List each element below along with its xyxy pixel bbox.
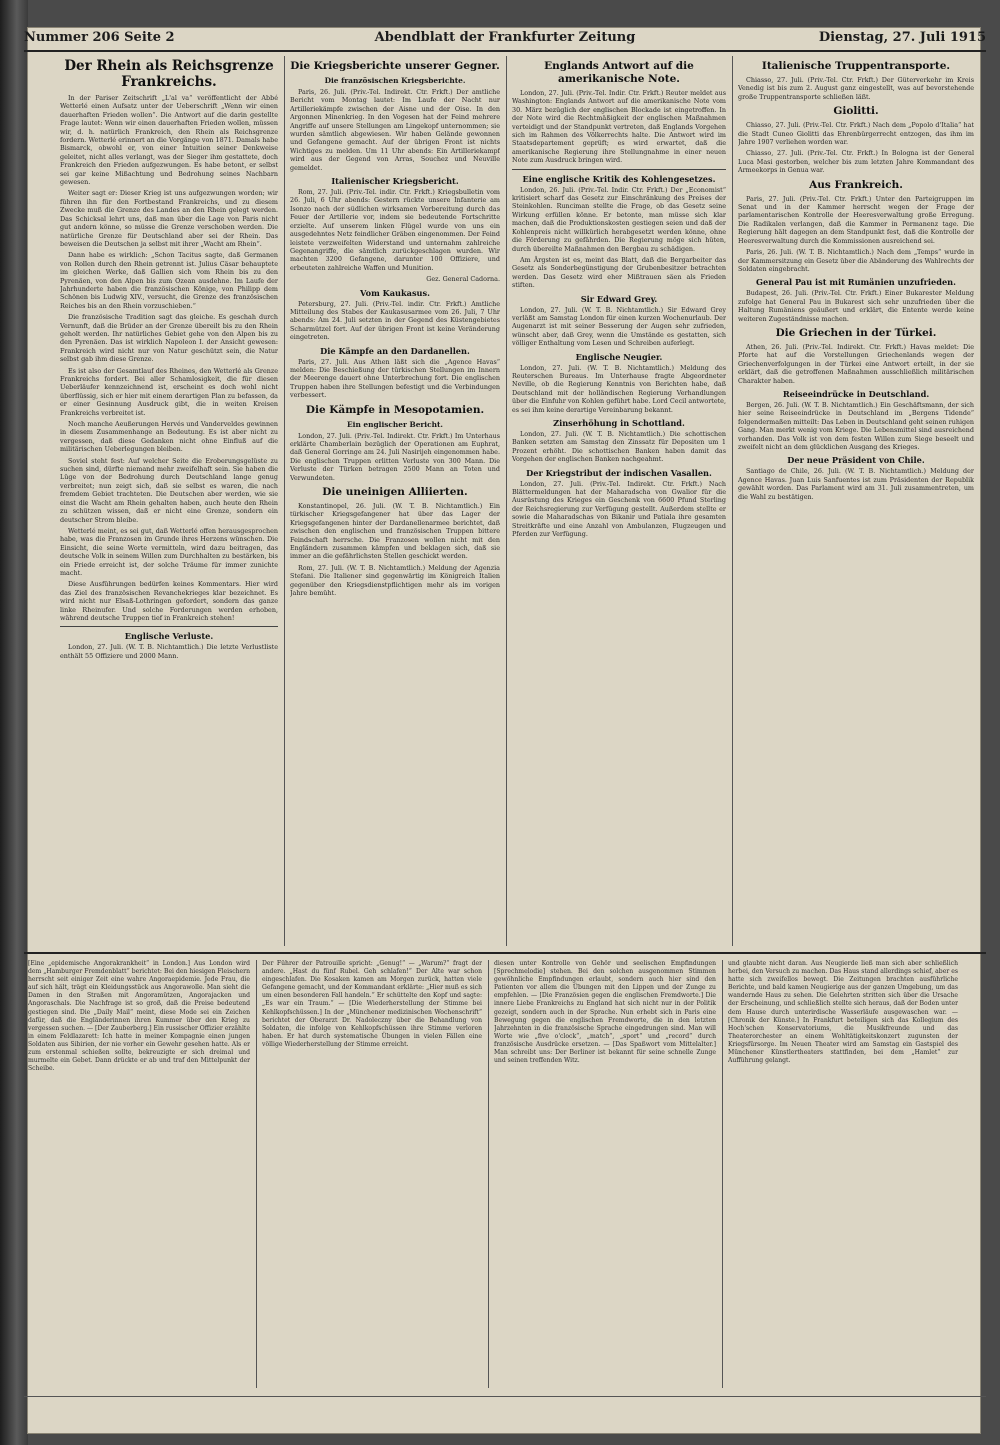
article-paragraph: London, 27. Juli. (Priv.-Tel. Indirekt. Ctr. Frkft.) Im Unterhaus erklärte Chamberlain bezüglich der Operationen am Euphrat, daß General Gorringe am 24. Juli Nasirijeh eingenommen habe. Die englischen Truppen erlitten Verluste von 300 Mann. Die Verluste der Türken betragen 2500 Mann an Toten und Verwundeten. (290, 431, 500, 482)
column-rule (732, 56, 733, 946)
article-title-kriegsberichte: Die Kriegsberichte unserer Gegner. (290, 60, 500, 72)
article-paragraph: Diese Ausführungen bedürfen keines Kommentars. Hier wird das Ziel des französischen Revanchekrieges klar bezeichnet. Es wird nicht nur Elsaß-Lothringen gefordert, sondern das ganze linke Rheinufer. Und solche Forderungen werden erhoben, während deutsche Truppen tief in Frankreich stehen! (60, 580, 278, 622)
masthead (24, 28, 986, 52)
article-paragraph: Paris, 26. Juli. (Priv.-Tel. Indirekt. Ctr. Frkft.) Der amtliche Bericht vom Montag lautet: Im Laufe der Nacht nur Artilleriekämpfe zwischen der Aisne und der Oise. In den Argonnen Minenkrieg. In den Vogesen hat der Feind mehrere Angriffe auf unsere Stellungen am Lingekopf unternommen; sie wurden sämtlich abgewiesen. Wir haben Gelände gewonnen und Gefangene gemacht. Auf der übrigen Front ist nichts Wichtiges zu melden. Um 11 Uhr abends: Ein Artilleriekampf wird aus der Gegend von Arras, Souchez und Neuville gemeldet. (290, 88, 500, 172)
divider (512, 169, 726, 170)
article-paragraph: Wetterlé meint, es sei gut, daß Wetterlé offen herausgesprochen habe, was die Franzosen im Grunde ihres Herzens wünschen. Die Einsicht, die seine Worte vermitteln, wird dazu beitragen, das deutsche Volk in seinem Willen zum Durchhalten zu bestärken, bis ein Friede erreicht ist, der solche Träume für immer zunichte macht. (60, 526, 278, 577)
article-paragraph: Paris, 27. Juli. (Priv.-Tel. Ctr. Frkft.) Unter den Parteigruppen im Senat und in der Kammer herrscht wegen der Frage der parlamentarischen Kontrolle der Heeresverwaltung große Erregung. Die Radikalen verlangen, daß die Kammer in Permanenz tage. Die Regierung hält dagegen an dem Standpunkt fest, daß die Kontrolle der Heeresverwaltung durch die Kommissionen ausreichend sei. (738, 194, 974, 245)
subhead-alliierten: Die uneinigen Alliierten. (322, 486, 468, 499)
article-paragraph: Athen, 26. Juli. (Priv.-Tel. Indirekt. Ctr. Frkft.) Havas meldet: Die Pforte hat auf die Vorstellungen Griechenlands wegen der Griechenverfolgungen in der Türkei eine Antwort erteilt, in der sie erklärt, daß die getroffenen Maßnahmen ausschließlich militärischen Charakter haben. (738, 342, 974, 385)
column-rule (722, 960, 723, 1388)
column-1 (60, 56, 278, 946)
article-paragraph: London, 27. Juli. (W. T. B. Nichtamtlich.) Sir Edward Grey verläßt am Samstag London für einen kurzen Wochenurlaub. Der Augenarzt ist mit seiner Besserung der Augen sehr zufrieden, wünscht aber, daß Grey, wenn die Umstände es gestatten, sich völliger Enthaltung vom Lesen und Schreiben auferlegt. (512, 305, 726, 348)
article-paragraph: London, 27. Juli. (W. T. B. Nichtamtlich.) Meldung des Reuterschen Bureaus. Im Unterhause fragte Abgeordneter Neville, ob die Regierung Kenntnis von Berichten habe, daß Deutschland mit der holländischen Regierung Verhandlungen über die Einfuhr von Kohlen geführt habe. Lord Cecil antwortete, es sei ihm keine derartige Vereinbarung bekannt. (512, 363, 726, 414)
article-paragraph: Am Ärgsten ist es, meint das Blatt, daß die Bergarbeiter das Gesetz als Sonderbegünstigung der Grubenbesitzer betrachten werden. Das Gesetz wird eher Mißtrauen säen als Frieden stiften. (512, 255, 726, 290)
article-paragraph: Paris, 26. Juli. (W. T. B. Nichtamtlich.) Nach dem „Temps“ wurde in der Kammersitzung ein Gesetz über die Abänderung des Wahlrechts der Soldaten eingebracht. (738, 248, 974, 273)
article-paragraph: Konstantinopel, 26. Juli. (W. T. B. Nichtamtlich.) Ein türkischer Kriegsgefangener hat über das Lager der Kriegsgefangenen hinter der Dardanellenarmee berichtet, daß zwischen den englischen und französischen Truppen bittere Feindschaft herrsche. Die Franzosen wollen nicht mit den Engländern zusammen kämpfen und beklagen sich, daß sie immer an die gefährlichsten Stellen geschickt werden. (290, 502, 500, 561)
article-paragraph: Soviel steht fest: Auf welcher Seite die Eroberungsgelüste zu suchen sind, dürfte niemand mehr zweifelhaft sein. Sie haben die Lüge von der Bedrohung durch Deutschland lange genug verbreitet; nun zeigt sich, daß sie selbst es waren, die nach fremdem Gebiet trachteten. Die Deutschen aber werden, wie sie einst die Wacht am Rhein gehalten haben, auch heute den Rhein zu schützen wissen, daß er nicht eine Grenze, sondern ein deutscher Strom bleibe. (60, 456, 278, 524)
subhead: Eine englische Kritik des Kohlengesetzes. (522, 173, 716, 184)
article-paragraph: Petersburg, 27. Juli. (Priv.-Tel. indir. Ctr. Frkft.) Amtliche Mitteilung des Stabes der Kaukasusarmee vom 26. Juli, 7 Uhr abends: Am 24. Juli setzten in der Gegend des Küstengebietes Scharmützel fort. Auf der übrigen Front ist keine Veränderung eingetreten. (290, 299, 500, 342)
feuilleton-column-4: und glaubte nicht daran. Aus Neugierde ließ man sich aber schließlich herbei, den Versuch zu machen. Das Haus stand allerdings schief, aber es hatte sich zweifellos bewegt. Die Zeitungen brachten ausführliche Berichte, und bald kamen Neugierige aus der ganzen Umgebung, um das wandernde Haus zu sehen. Die Gelehrten stritten sich über die Ursache der Erscheinung, und schließlich stellte sich heraus, daß der Boden unter dem Hause durch unterirdische Wasserläufe ausgewaschen war. — [Chronik der Künste.] In Frankfurt beteiligen sich das Kollegium des Hoch'schen Konservatoriums, die Musikfreunde und das Theaterorchester an einem Wohltätigkeitskonzert zugunsten der Kriegsfürsorge. Im Neuen Theater wird am Samstag ein Gastspiel des Münchener Künstlertheaters stattfinden, bei dem „Hamlet“ zur Aufführung gelangt. (728, 960, 958, 1065)
article-title-englands-antwort: Englands Antwort auf die amerikanische Note. (544, 60, 694, 85)
article-paragraph: London, 27. Juli. (Priv.-Tel. Indir. Ctr. Frkft.) Reuter meldet aus Washington: Englands Antwort auf die amerikanische Note vom 30. März bezüglich der englischen Blockade ist eingetroffen. In der Note wird die Rechtmäßigkeit der englischen Maßnahmen verteidigt und der Standpunkt vertreten, daß Englands Vorgehen sich im Rahmen des Völkerrechts halte. Die Antwort wird im Staatsdepartement geprüft; es wird erwartet, daß die amerikanische Regierung ihre Stellungnahme in einer neuen Note zum Ausdruck bringen wird. (512, 89, 726, 165)
subhead: Englische Neugier. (575, 351, 663, 362)
issue-date: Dienstag, 27. Juli 1915 (818, 30, 986, 45)
subhead-griechen: Die Griechen in der Türkei. (775, 326, 937, 339)
article-paragraph: Weiter sagt er: Dieser Krieg ist uns aufgezwungen worden; wir führen ihn für den Fortbestand Frankreichs, und zu diesem Zwecke muß die Grenze des Landes an den Rhein gelegt werden. Das Schicksal lehrt uns, daß man über die Lage von Paris nicht gut andern könne, so müsse die Grenze verschoben werden. Die natürliche Grenze für Deutschland aber sei der Rhein. Das beweisen die Deutschen ja selbst mit ihrer „Wacht am Rhein“. (60, 189, 278, 248)
newspaper-title: Abendblatt der Frankfurter Zeitung (374, 30, 636, 45)
column-2 (290, 56, 500, 946)
column-rule (256, 960, 257, 1388)
subhead: Der neue Präsident von Chile. (787, 455, 925, 466)
article-title-truppentransporte: Italienische Truppentransporte. (761, 60, 951, 72)
subhead: Vom Kaukasus. (360, 287, 430, 298)
subhead: Zinserhöhung in Schottland. (553, 418, 685, 428)
article-paragraph: Dann habe es wirklich: „Schon Tacitus sagte, daß Germanen von Rollen durch den Rhein getrennt ist. Julius Cäsar behauptete im gleichen Werke, daß Gallien sich vom Rhein bis zu den Pyrenäen, von den Alpen bis zum Ozean ausdehne. Im Laufe der Jahrhunderte haben die französischen Könige, von Philipp dem Schönen bis Ludwig XIV., versucht, die Grenze des französischen Reiches bis an den Rhein vorzuschieben.“ (60, 251, 278, 310)
column-rule (284, 56, 285, 946)
subhead: Die Kämpfe an den Dardanellen. (320, 345, 470, 356)
column-4 (738, 56, 974, 946)
subhead: General Pau ist mit Rumänien unzufrieden. (756, 277, 956, 288)
article-paragraph: Bergen, 26. Juli. (W. T. B. Nichtamtlich.) Ein Geschäftsmann, der sich hier seine Reiseeindrücke in Deutschland im „Bergens Tidende“ folgendermaßen mitteilt: Das Leben in Deutschland geht seinen ruhigen Gang. Man merkt wenig vom Kriege. Die Lebensmittel sind ausreichend vorhanden. Das Volk ist von dem festen Willen zum Siege beseelt und zweifelt nicht an dem glücklichen Ausgang des Krieges. (738, 400, 974, 451)
feuilleton-section (24, 952, 986, 1394)
article-paragraph: London, 26. Juli. (Priv.-Tel. Indir. Ctr. Frkft.) Der „Economist“ kritisiert scharf das Gesetz zur Einschränkung des Preises der Steinkohlen. Runciman stellte die Frage, ob das Gesetz seine Wirkung erfüllen könne. Er betonte, man müsse sich klar machen, daß die Produktionskosten gestiegen seien und daß der Kohlenpreis nicht willkürlich herabgesetzt werden könne, ohne die Förderung zu gefährden. Die Regierung möge sich hüten, durch übereilte Maßnahmen den Bergbau zu schädigen. (512, 185, 726, 253)
article-paragraph: London, 27. Juli. (W. T. B. Nichtamtlich.) Die schottischen Banken setzten am Samstag den Zinssatz für Depositen um 1 Prozent erhöht. Die schottischen Banken haben damit das Vorgehen der englischen Banken nachgeahmt. (512, 430, 726, 464)
bottom-rule (24, 1396, 986, 1401)
article-paragraph: Chiasso, 27. Juli. (Priv.-Tel. Ctr. Frkft.) In Bologna ist der General Luca Masi gestorben, welcher bis zum letzten Jahre Kommandant des Armeekorps in Genua war. (738, 149, 974, 175)
article-paragraph: London, 27. Juli. (W. T. B. Nichtamtlich.) Die letzte Verlustliste enthält 55 Offiziere und 2000 Mann. (60, 643, 278, 660)
subhead: Die französischen Kriegsberichte. (324, 76, 466, 85)
article-paragraph: Paris, 27. Juli. Aus Athen läßt sich die „Agence Havas“ melden: Die Beschießung der türkischen Stellungen im Innern der Meerenge dauert ohne Unterbrechung fort. Die englischen Truppen haben ihre Stellungen befestigt und die Verbindungen verbessert. (290, 357, 500, 400)
subhead: Reiseeindrücke in Deutschland. (782, 388, 930, 399)
article-paragraph: Rom, 27. Juli. (W. T. B. Nichtamtlich.) Meldung der Agenzia Stefani. Die Italiener sind gegenwärtig im Königreich Italien gegenüber den Kriegsdienstpflichtigen mehr als im vorigen Jahre bemüht. (290, 563, 500, 598)
subhead-mesopotamien: Die Kämpfe in Mesopotamien. (305, 403, 485, 416)
article-paragraph: Santiago de Chile, 26. Juli. (W. T. B. Nichtamtlich.) Meldung der Agence Havas. Juan Luis Sanfuentes ist zum Präsidenten der Republik gewählt worden. Das Parlament wird am 31. Juli zusammentreten, um die Wahl zu bestätigen. (738, 467, 974, 501)
feuilleton-column-1: [Eine „epidemische Angorakrankheit“ in London.] Aus London wird dem „Hamburger Fremdenblatt“ berichtet: Bei den hiesigen Fleischern herrscht seit einiger Zeit eine wahre Angoraepidemie. Jede Frau, die auf sich hält, trägt ein Kleidungsstück aus Angorawolle. Man sieht die Damen in den Straßen mit Angoramützen, Angorajacken und Angoraschals. Die Nachfrage ist so groß, daß die Preise bedeutend gestiegen sind. Die „Daily Mail“ meint, diese Mode sei ein Zeichen dafür, daß die Engländerinnen ihren Kummer über den Krieg zu vergessen suchen. — [Der Zauberberg.] Ein russischer Offizier erzählte in einem Feldlazarett: Ich hatte in meiner Kompagnie einen jungen Soldaten aus Sibirien, der nie vorher ein Gewehr gesehen hatte. Als er zum erstenmal schießen sollte, bekreuzigte er sich dreimal und murmelte ein Gebet. Dann drückte er ab und traf den Mittelpunkt der Scheibe. (28, 960, 250, 1073)
column-rule (488, 960, 489, 1388)
subhead: Ein englischer Bericht. (347, 419, 443, 429)
article-paragraph: Es ist also der Gesamtlauf des Rheines, den Wetterlé als Grenze Frankreichs fordert. Bei aller Schamlosigkeit, die für diesen Ueberläufer kennzeichnend ist, erscheint es doch wohl nicht überflüssig, sich er hier mit einem derartigen Plan zu befassen, da er einer Gesinnung Ausdruck gibt, die in weiten Kreisen Frankreichs verbreitet ist. (60, 366, 278, 417)
divider (60, 626, 278, 627)
subhead: Der Kriegstribut der indischen Vasallen. (526, 467, 712, 478)
column-3 (512, 56, 726, 946)
subhead-englische-verluste: Englische Verluste. (124, 631, 214, 642)
subhead: Italienischer Kriegsbericht. (331, 176, 459, 187)
page-number: Nummer 206 Seite 2 (24, 30, 175, 45)
column-rule (506, 56, 507, 946)
subhead: Sir Edward Grey. (580, 293, 658, 304)
article-paragraph: London, 27. Juli. (Priv.-Tel. Indirekt. Ctr. Frkft.) Nach Blättermeldungen hat der Maharadscha von Gwalior für die Ausrüstung des Krieges ein Geschenk von 6600 Pfund Sterling der Reichsregierung zur Verfügung gestellt. Außerdem stellte er sowie die Maharadschas von Bikanir und Patiala ihre gesamten Streitkräfte und eine Anzahl von Ambulanzen, Flugzeugen und Pferden zur Verfügung. (512, 479, 726, 539)
article-paragraph: Rom, 27. Juli. (Priv.-Tel. indir. Ctr. Frkft.) Kriegsbulletin vom 26. Juli, 6 Uhr abends: Gestern rückte unsere Infanterie am Isonzo nach der südlichen wirksamen Vorbereitung durch das Feuer der Artillerie vor, indem sie bedeutende Fortschritte erzielte. Auf unserem linken Flügel wurde von uns ein ausgedehntes Netz feindlicher Gräben eingenommen. Der Feind leistete verzweifelten Widerstand und unternahm zahlreiche Gegenangriffe, die sämtlich zurückgeschlagen wurden. Wir machten 3200 Gefangene, darunter 100 Offiziere, und erbeuteten zahlreiche Waffen und Munition. (290, 188, 500, 272)
feuilleton-column-2: Der Führer der Patrouille spricht: „Genug!“ — „Warum?“ fragt der andere. „Hast du fünf Rubel. Geh schlafen!“ Der Alte war schon eingeschlafen. Die Kosaken kamen am Morgen zurück, hatten viele Gefangene gemacht, und der Kommandant erklärte: „Hier muß es sich um einen besonderen Fall handeln.“ Er schüttelte den Kopf und sagte: „Es war ein Traum.“ — [Die Wiederherstellung der Stimme bei Kehlkopfschüssen.] In der „Münchener medizinischen Wochenschrift“ berichtet der Oberarzt Dr. Nadoleczny über die Behandlung von Soldaten, die infolge von Kehlkopfschüssen ihre Stimme verloren haben. Er hat durch systematische Übungen in vielen Fällen eine völlige Wiederherstellung der Stimme erreicht. (262, 960, 482, 1048)
article-paragraph: Noch manche Aeußerungen Hervés und Vanderveldes gewinnen in diesem Zusammenhange an Bedeutung. Es ist aber nicht zu vergessen, daß diese Gedanken nicht ohne Einfluß auf die militärischen Ueberlegungen bleiben. (60, 420, 278, 454)
feuilleton-column-3: diesen unter Kontrolle von Gehör und seelischen Empfindungen [Sprechmelodie] stehen. Bei den solchen ausgenommen Stimmen gewöhnliche Empfindungen erlaubt, sondern auch hier sind den Patienten vor allem die Übungen mit den Lippen und der Zunge zu empfehlen. — [Die Französien gegen die englischen Fremdworte.] Die innere Liebe Frankreichs zu England hat sich nicht nur in der Politik gezeigt, sondern auch in der Sprache. Nun erhebt sich in Paris eine Bewegung gegen die englischen Fremdworte, die in den letzten Jahrzehnten in die französische Sprache eingedrungen sind. Man will Worte wie „five o'clock“, „match“, „sport“ und „record“ durch französische Ausdrücke ersetzen. — [Das Spaßwort vom Mittelalter.] Man schreibt uns: Der Berliner ist bekannt für seine schnelle Zunge und seinen treffenden Witz. (494, 960, 716, 1065)
article-paragraph: Die französische Tradition sagt das gleiche. Es geschah durch Vernunft, daß die Brüder an der Grenze übereilt bis zu den Rhein geholt werden. Ihr natürliches Gebiet gehe von den Alpen bis zu den Pyrenäen. Das ist wirklich Napoleon I. der Ansicht gewesen: Frankreich wird nicht nur von Natur geschützt sein, die Natur selbst gab ihm diese Grenze. (60, 313, 278, 364)
subhead-giolitti: Giolitti. (833, 105, 879, 118)
subhead-frankreich: Aus Frankreich. (809, 178, 903, 191)
article-paragraph: Chiasso, 27. Juli. (Priv.-Tel. Ctr. Frkft.) Nach dem „Popolo d'Italia“ hat die Stadt Cuneo Giolitti das Ehrenbürgerrecht entzogen, das ihm im Jahre 1907 verliehen worden war. (738, 121, 974, 147)
article-title-rhein: Der Rhein als Reichsgrenze Frankreichs. (64, 58, 274, 90)
article-paragraph: Budapest, 26. Juli. (Priv.-Tel. Ctr. Frkft.) Einer Bukarester Meldung zufolge hat General Pau in Bukarest sich sehr unzufrieden über die Haltung Rumäniens geäußert und erklärt, die Entente werde keine weiteren Zugeständnisse machen. (738, 289, 974, 323)
article-paragraph: Chiasso, 27. Juli. (Priv.-Tel. Ctr. Frkft.) Der Güterverkehr im Kreis Venedig ist bis zum 2. August ganz eingestellt, was auf bevorstehende große Truppentransporte schließen läßt. (738, 76, 974, 101)
article-paragraph: In der Pariser Zeitschrift „L'al va“ veröffentlicht der Abbé Wetterlé einen Aufsatz unter der Ueberschrift „Wenn wir einen dauerhaften Frieden wollen“. Die Antwort auf die darin gestellte Frage lautet: Wenn wir einen dauerhaften Frieden wollen, müssen wir, d. h. natürlich Frankreich, den Rhein als Reichsgrenze fordern. Wetterlé erinnert an die Vorgänge von 1871. Damals habe Bismarck, obwohl er, von einer Intuition seiner Denkweise geleitet, nicht alles verlangt, was der Sieger ihm gestattete, doch Frankreich den Frieden aufgezwungen. Es habe betont, er selbst sei gar keine Mißachtung und Bedrohung seines Nachbarn gewesen. (60, 94, 278, 187)
signature: Gez. General Cadorna. (426, 275, 500, 284)
